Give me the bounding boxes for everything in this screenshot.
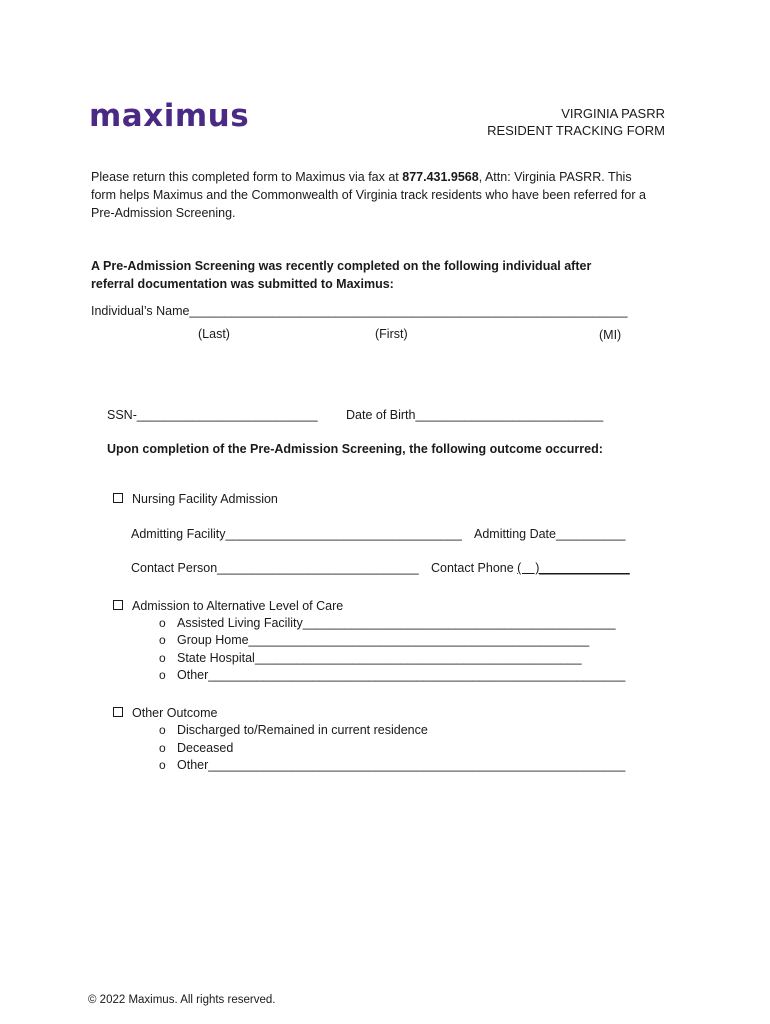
bullet-icon: o xyxy=(159,668,166,682)
other-outcome-checkbox[interactable] xyxy=(113,707,123,717)
date-of-birth-field[interactable]: Date of Birth___________________________ xyxy=(346,408,604,422)
form-title-line1: VIRGINIA PASRR xyxy=(561,106,665,121)
other-item-deceased[interactable] xyxy=(159,741,233,755)
other-item-label: Deceased xyxy=(177,741,234,755)
intro-line2: form helps Maximus and the Commonwealth of Virginia track residents who have been referred for a xyxy=(91,188,646,202)
section1-heading-line2: referral documentation was submitted to Maximus: xyxy=(91,277,394,291)
bullet-icon: o xyxy=(159,616,166,630)
nursing-facility-checkbox[interactable] xyxy=(113,493,123,503)
other-outcome-label: Other Outcome xyxy=(132,706,218,720)
alternative-care-checkbox[interactable] xyxy=(113,600,123,610)
fax-number: 877.431.9568 xyxy=(402,170,479,184)
intro-line1 xyxy=(91,170,632,184)
individual-name-field[interactable]: Individual’s Name_______________________________________________________________ xyxy=(91,304,628,318)
last-name-label: (Last) xyxy=(198,327,230,341)
first-name-label: (First) xyxy=(375,327,408,341)
section1-heading-line1: A Pre-Admission Screening was recently completed on the following individual after xyxy=(91,259,592,273)
admitting-facility-field[interactable]: Admitting Facility__________________________________ xyxy=(131,527,462,541)
other-item-label: Other____________________________________________________________ xyxy=(177,758,626,772)
alt-item-label: State Hospital_______________________________________________ xyxy=(177,651,582,665)
contact-phone-label: Contact Phone xyxy=(431,561,518,575)
other-item-other[interactable] xyxy=(159,758,625,772)
contact-phone-blank: ( )_____________ xyxy=(517,561,630,575)
alt-item-label: Other____________________________________________________________ xyxy=(177,668,626,682)
copyright-footer: © 2022 Maximus. All rights reserved. xyxy=(88,994,276,1006)
section2-heading: Upon completion of the Pre-Admission Screening, the following outcome occurred: xyxy=(107,442,603,456)
bullet-icon: o xyxy=(159,758,166,772)
admitting-date-field[interactable]: Admitting Date__________ xyxy=(474,527,626,541)
bullet-icon: o xyxy=(159,651,166,665)
alt-item-label: Assisted Living Facility_____________________________________________ xyxy=(177,616,616,630)
nursing-facility-label: Nursing Facility Admission xyxy=(132,492,278,506)
other-item-discharged[interactable] xyxy=(159,723,428,737)
intro-text: Please return this completed form to Maximus via fax at xyxy=(91,170,403,184)
form-title-line2: RESIDENT TRACKING FORM xyxy=(487,123,665,138)
other-item-label: Discharged to/Remained in current residence xyxy=(177,723,428,737)
alternative-care-label: Admission to Alternative Level of Care xyxy=(132,599,344,613)
nursing-facility-option[interactable] xyxy=(113,492,278,506)
contact-phone-field[interactable] xyxy=(431,561,630,575)
alt-item-group-home[interactable] xyxy=(159,633,589,647)
alt-item-label: Group Home_________________________________________________ xyxy=(177,633,590,647)
alt-item-assisted-living[interactable] xyxy=(159,616,616,630)
bullet-icon: o xyxy=(159,741,166,755)
alternative-care-option[interactable] xyxy=(113,599,343,613)
intro-attn: , Attn: Virginia PASRR. This xyxy=(478,170,632,184)
bullet-icon: o xyxy=(159,633,166,647)
intro-line3: Pre-Admission Screening. xyxy=(91,206,236,220)
alt-item-state-hospital[interactable] xyxy=(159,651,582,665)
ssn-field[interactable]: SSN-__________________________ xyxy=(107,408,318,422)
alt-item-other[interactable] xyxy=(159,668,625,682)
bullet-icon: o xyxy=(159,723,166,737)
other-outcome-option[interactable] xyxy=(113,706,217,720)
contact-person-field[interactable]: Contact Person_____________________________ xyxy=(131,561,419,575)
maximus-logo: maximus xyxy=(89,98,250,134)
middle-initial-label: (MI) xyxy=(599,328,622,342)
